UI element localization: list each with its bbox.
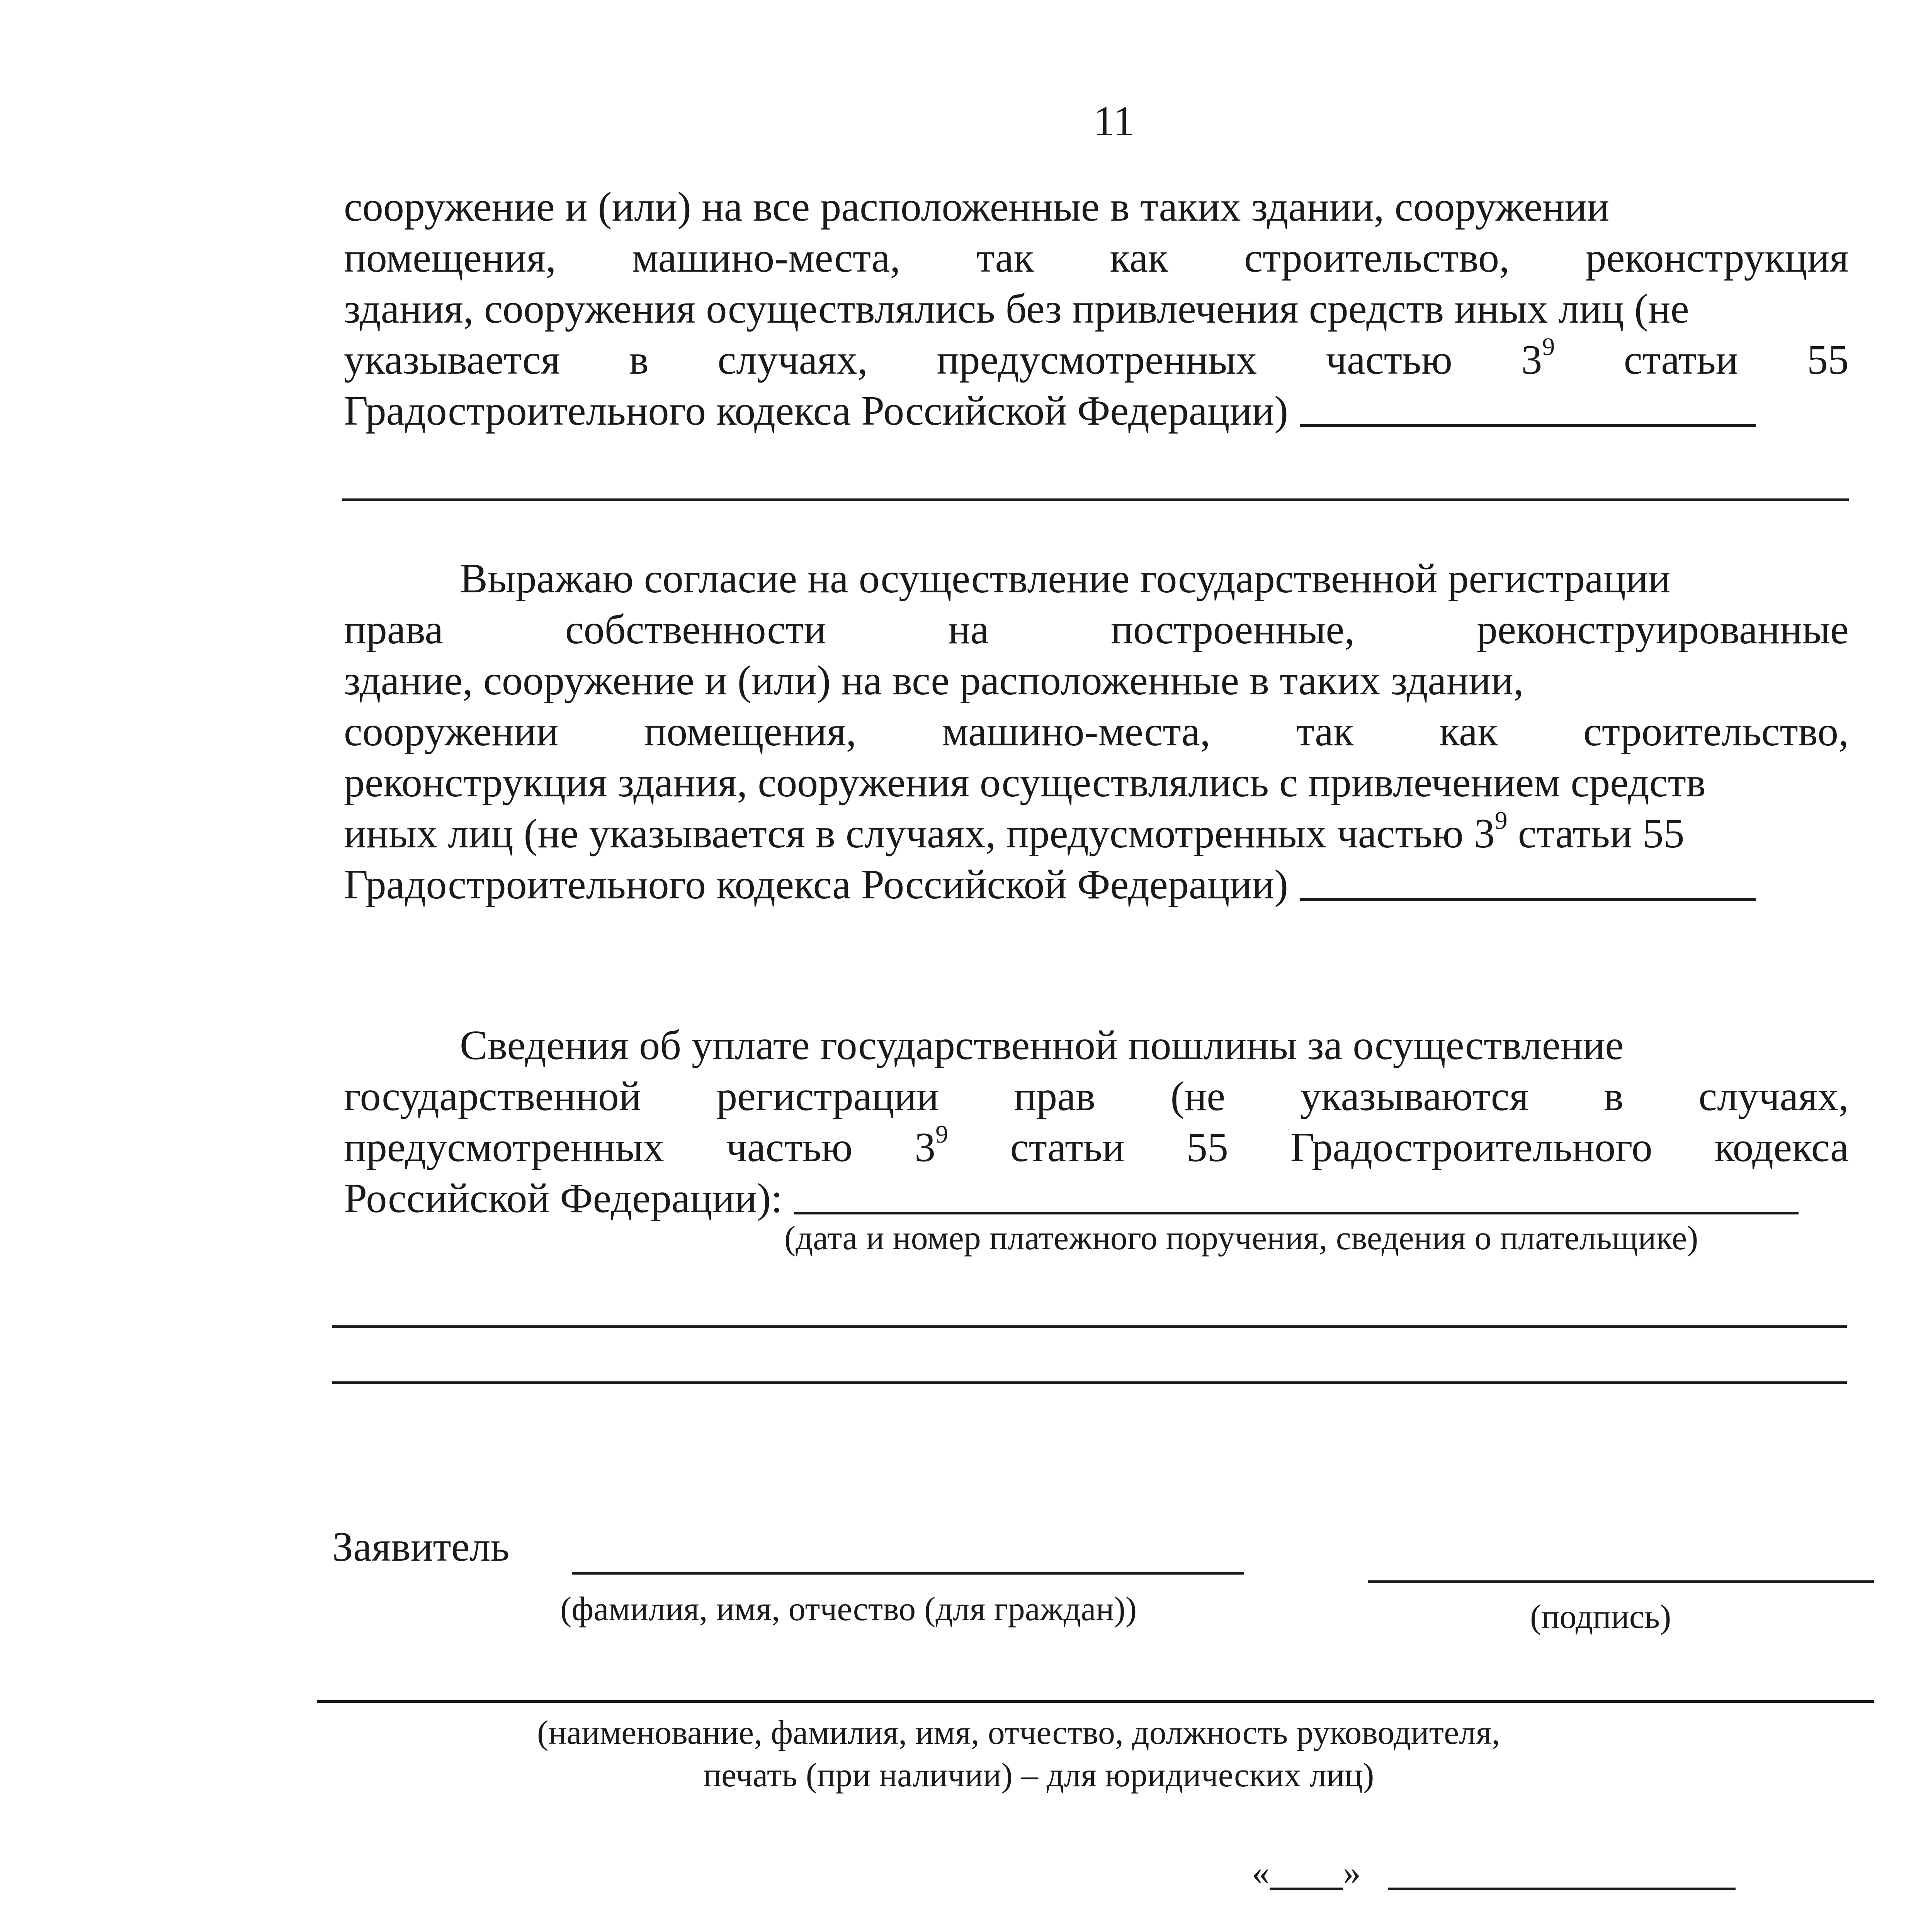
- text-word: государственной: [344, 1073, 641, 1119]
- paragraph-construction-without-funds: [344, 182, 1849, 437]
- text-line: сооружение и (или) на все расположенные в таких здании, сооружении: [344, 184, 1610, 230]
- paragraph-state-duty: [344, 1020, 1849, 1224]
- text-word: (не: [1170, 1073, 1226, 1119]
- text-word: как: [1439, 709, 1498, 755]
- text-word: частью: [726, 1124, 853, 1170]
- applicant-signature-caption: (подпись): [1530, 1598, 1671, 1636]
- close-quote: »: [1343, 1853, 1361, 1892]
- part-reference: $3^9$: [1521, 333, 1555, 383]
- text-word: строительство,: [1583, 709, 1849, 755]
- open-quote: «: [1252, 1853, 1270, 1892]
- text-word: так: [1296, 709, 1354, 755]
- consent-fill-line-2[interactable]: [1300, 859, 1756, 901]
- payment-fill-line[interactable]: [794, 1173, 1799, 1214]
- fill-rule[interactable]: [342, 498, 1849, 501]
- payment-caption: (дата и номер платежного поручения, сведения о плательщике): [784, 1219, 1698, 1257]
- text-line: здание, сооружение и (или) на все расположенные в таких здании,: [344, 658, 1524, 704]
- text-line: Российской Федерации):: [344, 1175, 783, 1221]
- text-word: построенные,: [1111, 607, 1355, 653]
- text-word: прав: [1014, 1073, 1096, 1119]
- text-word: частью: [1326, 337, 1452, 383]
- text-line: Выражаю согласие на осуществление государственной регистрации: [460, 556, 1671, 602]
- text-line: реконструкция здания, сооружения осуществлялись с привлечением средств: [344, 760, 1706, 806]
- payment-rule-2[interactable]: [332, 1325, 1847, 1328]
- text-word: 55: [1187, 1124, 1229, 1170]
- text-word: реконструкция: [1585, 235, 1849, 281]
- text-word: помещения,: [644, 709, 857, 755]
- applicant-legal-caption-line2: печать (при наличии) – для юридических лиц): [703, 1757, 1374, 1794]
- paragraph-consent-registration: [344, 553, 1849, 910]
- applicant-date: [1252, 1855, 1736, 1890]
- text-line: иных лиц (не указывается в случаях, предусмотренных частью $3^9$ статьи 55: [344, 806, 1685, 857]
- text-word: права: [344, 607, 444, 653]
- payment-rule-3[interactable]: [332, 1381, 1847, 1384]
- text-word: 55: [1807, 337, 1849, 383]
- text-word: машино-места,: [942, 709, 1210, 755]
- part-reference: $3^9$: [915, 1120, 949, 1170]
- text-word: случаях,: [1698, 1073, 1849, 1119]
- text-word: сооружении: [344, 709, 559, 755]
- text-word: на: [948, 607, 989, 653]
- text-word: кодекса: [1714, 1124, 1849, 1170]
- text-word: в: [629, 337, 649, 383]
- applicant-signature-field[interactable]: [1368, 1580, 1874, 1583]
- text-word: машино-места,: [632, 235, 901, 281]
- text-word: предусмотренных: [937, 337, 1257, 383]
- applicant-date-month-year[interactable]: [1388, 1857, 1736, 1890]
- text-word: случаях,: [717, 337, 868, 383]
- applicant-name-caption: (фамилия, имя, отчество (для граждан)): [560, 1590, 1137, 1628]
- applicant-date-day[interactable]: [1270, 1857, 1343, 1890]
- text-line: Сведения об уплате государственной пошлины за осуществление: [460, 1022, 1624, 1068]
- text-word: в: [1603, 1073, 1624, 1119]
- text-word: статьи: [1010, 1124, 1125, 1170]
- applicant-legal-caption-line1: (наименование, фамилия, имя, отчество, должность руководителя,: [537, 1714, 1500, 1752]
- text-line: Градостроительного кодекса Российской Федерации): [344, 862, 1289, 908]
- text-word: реконструированные: [1476, 607, 1849, 653]
- text-word: статьи: [1624, 337, 1738, 383]
- text-word: регистрации: [716, 1073, 939, 1119]
- text-word: строительство,: [1244, 235, 1510, 281]
- applicant-name-field[interactable]: [572, 1572, 1244, 1575]
- text-line: здания, сооружения осуществлялись без привлечения средств иных лиц (не: [344, 286, 1689, 332]
- page-number: 11: [1093, 97, 1134, 145]
- consent-fill-line-1[interactable]: [1300, 386, 1756, 427]
- text-word: указываются: [1300, 1073, 1529, 1119]
- text-line: Градостроительного кодекса Российской Федерации): [344, 388, 1289, 434]
- text-word: так: [976, 235, 1034, 281]
- text-word: Градостроительного: [1290, 1124, 1652, 1170]
- part-reference: $3^9$: [1474, 806, 1508, 857]
- text-word: собственности: [565, 607, 826, 653]
- text-word: как: [1110, 235, 1168, 281]
- applicant-legal-field[interactable]: [317, 1700, 1874, 1703]
- text-word: предусмотренных: [344, 1124, 664, 1170]
- text-word: помещения,: [344, 235, 556, 281]
- text-word: указывается: [344, 337, 560, 383]
- applicant-label: Заявитель: [332, 1524, 510, 1570]
